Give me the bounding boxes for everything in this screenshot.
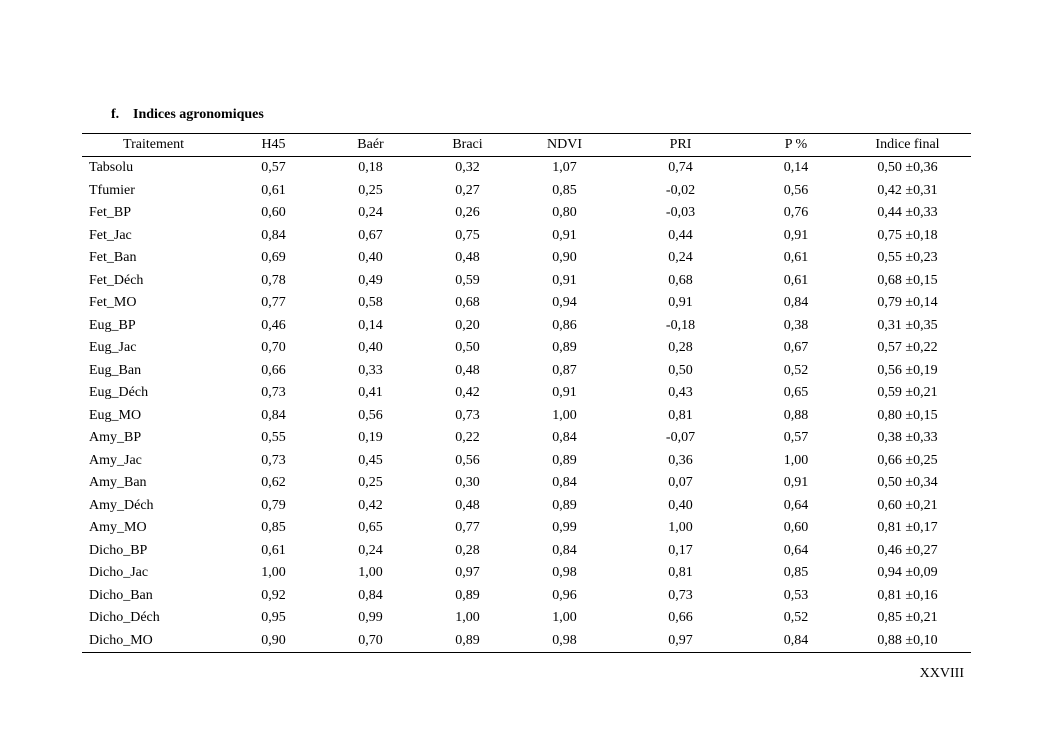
value-cell: -0,07 <box>665 430 696 446</box>
value-cell: 0,97 <box>668 632 693 648</box>
value-cell: 0,98 <box>552 632 577 648</box>
treatment-cell: Eug_Déch <box>89 385 149 401</box>
treatment-cell: Fet_Ban <box>89 250 137 266</box>
value-cell: 0,60 ±0,21 <box>877 497 938 513</box>
value-cell: 0,99 <box>552 520 577 536</box>
value-cell: 0,44 <box>668 227 693 243</box>
section-title: Indices agronomiques <box>133 107 264 122</box>
table-row <box>82 180 971 203</box>
value-cell: 0,89 <box>552 340 577 356</box>
value-cell: 0,70 <box>261 340 286 356</box>
value-cell: 0,73 <box>455 407 480 423</box>
value-cell: 0,22 <box>455 430 480 446</box>
value-cell: 0,59 <box>455 272 480 288</box>
value-cell: 0,46 <box>261 317 286 333</box>
section-number: f. <box>111 107 120 122</box>
column-header: Braci <box>452 137 483 152</box>
value-cell: 0,81 <box>668 407 693 423</box>
value-cell: 0,91 <box>783 475 809 491</box>
value-cell: 0,84 <box>552 542 577 558</box>
value-cell: 1,00 <box>552 407 577 423</box>
table-row <box>82 585 971 608</box>
value-cell: 0,89 <box>552 497 577 513</box>
value-cell: 0,69 <box>261 250 286 266</box>
value-cell: 0,66 <box>261 362 286 378</box>
value-cell: 0,31 ±0,35 <box>877 317 938 333</box>
treatment-cell: Dicho_Jac <box>89 565 149 581</box>
value-cell: 0,57 <box>261 160 286 176</box>
value-cell: 1,00 <box>668 520 693 536</box>
value-cell: 0,78 <box>261 272 286 288</box>
table-row <box>82 562 971 585</box>
value-cell: 0,73 <box>261 452 286 468</box>
column-header: P % <box>784 137 808 152</box>
value-cell: 0,85 ±0,21 <box>877 610 938 626</box>
value-cell: 0,92 <box>261 587 286 603</box>
value-cell: 0,42 <box>455 385 480 401</box>
value-cell: 0,84 <box>358 587 383 603</box>
value-cell: 0,96 <box>552 587 577 603</box>
value-cell: 0,90 <box>552 250 577 266</box>
value-cell: 0,40 <box>358 340 383 356</box>
treatment-cell: Fet_MO <box>89 295 137 311</box>
value-cell: 0,32 <box>455 160 480 176</box>
value-cell: 0,17 <box>668 542 693 558</box>
value-cell: 0,61 <box>261 542 286 558</box>
value-cell: 1,07 <box>552 160 577 176</box>
treatment-cell: Amy_BP <box>89 430 142 446</box>
column-header: PRI <box>669 137 692 152</box>
value-cell: 0,30 <box>455 475 480 491</box>
value-cell: 0,91 <box>783 227 809 243</box>
value-cell: 0,50 ±0,36 <box>877 160 938 176</box>
value-cell: 0,25 <box>358 182 383 198</box>
value-cell: 0,85 <box>552 182 577 198</box>
table-row <box>82 202 971 225</box>
value-cell: -0,02 <box>665 182 696 198</box>
value-cell: 0,25 <box>358 475 383 491</box>
value-cell: 0,74 <box>668 160 693 176</box>
value-cell: 0,86 <box>552 317 577 333</box>
value-cell: 0,50 ±0,34 <box>877 475 938 491</box>
table-row <box>82 247 971 270</box>
value-cell: 0,40 <box>358 250 383 266</box>
treatment-cell: Eug_Ban <box>89 362 142 378</box>
value-cell: 0,57 <box>783 430 809 446</box>
value-cell: 1,00 <box>783 452 809 468</box>
value-cell: 0,81 ±0,17 <box>877 520 938 536</box>
treatment-cell: Amy_Ban <box>89 475 147 491</box>
table-row <box>82 427 971 450</box>
value-cell: 0,84 <box>261 407 286 423</box>
value-cell: 0,85 <box>261 520 286 536</box>
value-cell: 0,52 <box>783 610 809 626</box>
column-header: Traitement <box>123 137 184 152</box>
column-header: H45 <box>261 137 286 152</box>
value-cell: 0,66 ±0,25 <box>877 452 938 468</box>
value-cell: 0,46 ±0,27 <box>877 542 938 558</box>
value-cell: 0,19 <box>358 430 383 446</box>
value-cell: 0,41 <box>358 385 383 401</box>
column-header: Indice final <box>875 137 940 152</box>
column-header: NDVI <box>547 137 582 152</box>
value-cell: 0,65 <box>358 520 383 536</box>
table-body <box>82 157 971 653</box>
value-cell: 0,91 <box>552 272 577 288</box>
value-cell: 0,91 <box>552 385 577 401</box>
table-row <box>82 360 971 383</box>
value-cell: 0,68 ±0,15 <box>877 272 938 288</box>
value-cell: 0,79 ±0,14 <box>877 295 938 311</box>
value-cell: 0,50 <box>668 362 693 378</box>
value-cell: 0,97 <box>455 565 480 581</box>
value-cell: 0,77 <box>261 295 286 311</box>
treatment-cell: Amy_Déch <box>89 497 154 513</box>
value-cell: 0,55 ±0,23 <box>877 250 938 266</box>
value-cell: 0,81 ±0,16 <box>877 587 938 603</box>
value-cell: 0,94 ±0,09 <box>877 565 938 581</box>
value-cell: 0,79 <box>261 497 286 513</box>
value-cell: 0,99 <box>358 610 383 626</box>
value-cell: 0,70 <box>358 632 383 648</box>
value-cell: 0,20 <box>455 317 480 333</box>
treatment-cell: Eug_MO <box>89 407 142 423</box>
value-cell: 0,87 <box>552 362 577 378</box>
value-cell: 0,75 ±0,18 <box>877 227 938 243</box>
table-row <box>82 472 971 495</box>
value-cell: 0,28 <box>668 340 693 356</box>
value-cell: 0,50 <box>455 340 480 356</box>
value-cell: 0,84 <box>783 632 809 648</box>
value-cell: 0,42 ±0,31 <box>877 182 938 198</box>
table-row <box>82 382 971 405</box>
value-cell: 1,00 <box>358 565 383 581</box>
value-cell: 0,88 ±0,10 <box>877 632 938 648</box>
value-cell: 0,55 <box>261 430 286 446</box>
value-cell: 0,33 <box>358 362 383 378</box>
value-cell: 0,57 ±0,22 <box>877 340 938 356</box>
value-cell: 0,24 <box>668 250 693 266</box>
table-row <box>82 315 971 338</box>
treatment-cell: Tfumier <box>89 182 135 198</box>
value-cell: 0,64 <box>783 497 809 513</box>
treatment-cell: Eug_BP <box>89 317 136 333</box>
value-cell: 0,27 <box>455 182 480 198</box>
treatment-cell: Dicho_Déch <box>89 610 160 626</box>
treatment-cell: Amy_MO <box>89 520 147 536</box>
treatment-cell: Fet_Jac <box>89 227 132 243</box>
value-cell: 0,94 <box>552 295 577 311</box>
table-row <box>82 607 971 630</box>
value-cell: 0,80 ±0,15 <box>877 407 938 423</box>
value-cell: 0,59 ±0,21 <box>877 385 938 401</box>
value-cell: 0,65 <box>783 385 809 401</box>
column-header: Baér <box>357 137 384 152</box>
value-cell: 0,89 <box>455 632 480 648</box>
value-cell: 0,67 <box>783 340 809 356</box>
table-row <box>82 225 971 248</box>
value-cell: 0,67 <box>358 227 383 243</box>
value-cell: 0,42 <box>358 497 383 513</box>
value-cell: 0,24 <box>358 205 383 221</box>
value-cell: 0,48 <box>455 362 480 378</box>
value-cell: 0,48 <box>455 250 480 266</box>
value-cell: 0,48 <box>455 497 480 513</box>
value-cell: 0,90 <box>261 632 286 648</box>
value-cell: 0,56 <box>783 182 809 198</box>
value-cell: 0,56 <box>455 452 480 468</box>
treatment-cell: Fet_BP <box>89 205 132 221</box>
value-cell: 0,73 <box>668 587 693 603</box>
value-cell: 0,60 <box>261 205 286 221</box>
table-row <box>82 405 971 428</box>
value-cell: -0,18 <box>665 317 696 333</box>
value-cell: 0,68 <box>455 295 480 311</box>
value-cell: 0,75 <box>455 227 480 243</box>
table-row <box>82 495 971 518</box>
value-cell: 0,38 ±0,33 <box>877 430 938 446</box>
value-cell: 0,43 <box>668 385 693 401</box>
value-cell: 0,84 <box>552 430 577 446</box>
value-cell: 0,40 <box>668 497 693 513</box>
treatment-cell: Eug_Jac <box>89 340 137 356</box>
table-row <box>82 337 971 360</box>
value-cell: 0,61 <box>261 182 286 198</box>
value-cell: 0,68 <box>668 272 693 288</box>
section-heading <box>111 106 264 124</box>
value-cell: 0,91 <box>668 295 693 311</box>
value-cell: 0,98 <box>552 565 577 581</box>
value-cell: 1,00 <box>552 610 577 626</box>
treatment-cell: Dicho_Ban <box>89 587 153 603</box>
value-cell: 0,44 ±0,33 <box>877 205 938 221</box>
value-cell: 0,38 <box>783 317 809 333</box>
value-cell: 0,28 <box>455 542 480 558</box>
table-row <box>82 540 971 563</box>
value-cell: 0,80 <box>552 205 577 221</box>
value-cell: 0,81 <box>668 565 693 581</box>
value-cell: 0,58 <box>358 295 383 311</box>
value-cell: 0,53 <box>783 587 809 603</box>
agronomic-indices-table <box>82 133 971 653</box>
table-row <box>82 157 971 180</box>
value-cell: 0,85 <box>783 565 809 581</box>
table-header-row <box>82 134 971 157</box>
value-cell: 0,66 <box>668 610 693 626</box>
value-cell: 0,84 <box>552 475 577 491</box>
value-cell: 1,00 <box>261 565 286 581</box>
value-cell: 0,89 <box>455 587 480 603</box>
value-cell: 0,84 <box>783 295 809 311</box>
value-cell: 0,56 ±0,19 <box>877 362 938 378</box>
table-row <box>82 292 971 315</box>
value-cell: 0,95 <box>261 610 286 626</box>
table-row <box>82 630 971 653</box>
value-cell: 0,84 <box>261 227 286 243</box>
value-cell: 0,14 <box>783 160 809 176</box>
value-cell: 0,56 <box>358 407 383 423</box>
value-cell: 0,73 <box>261 385 286 401</box>
table-row <box>82 270 971 293</box>
value-cell: 0,52 <box>783 362 809 378</box>
treatment-cell: Fet_Déch <box>89 272 144 288</box>
value-cell: 0,45 <box>358 452 383 468</box>
table-row <box>82 450 971 473</box>
value-cell: 0,88 <box>783 407 809 423</box>
page-number: XXVIII <box>919 666 964 681</box>
value-cell: -0,03 <box>665 205 696 221</box>
value-cell: 0,76 <box>783 205 809 221</box>
value-cell: 1,00 <box>455 610 480 626</box>
value-cell: 0,36 <box>668 452 693 468</box>
value-cell: 0,24 <box>358 542 383 558</box>
value-cell: 0,91 <box>552 227 577 243</box>
table-row <box>82 517 971 540</box>
value-cell: 0,18 <box>358 160 383 176</box>
treatment-cell: Dicho_MO <box>89 632 153 648</box>
value-cell: 0,89 <box>552 452 577 468</box>
value-cell: 0,26 <box>455 205 480 221</box>
value-cell: 0,64 <box>783 542 809 558</box>
treatment-cell: Amy_Jac <box>89 452 142 468</box>
value-cell: 0,60 <box>783 520 809 536</box>
value-cell: 0,61 <box>783 250 809 266</box>
value-cell: 0,61 <box>783 272 809 288</box>
value-cell: 0,77 <box>455 520 480 536</box>
value-cell: 0,62 <box>261 475 286 491</box>
value-cell: 0,07 <box>668 475 693 491</box>
value-cell: 0,49 <box>358 272 383 288</box>
treatment-cell: Tabsolu <box>89 160 134 176</box>
treatment-cell: Dicho_BP <box>89 542 148 558</box>
value-cell: 0,14 <box>358 317 383 333</box>
